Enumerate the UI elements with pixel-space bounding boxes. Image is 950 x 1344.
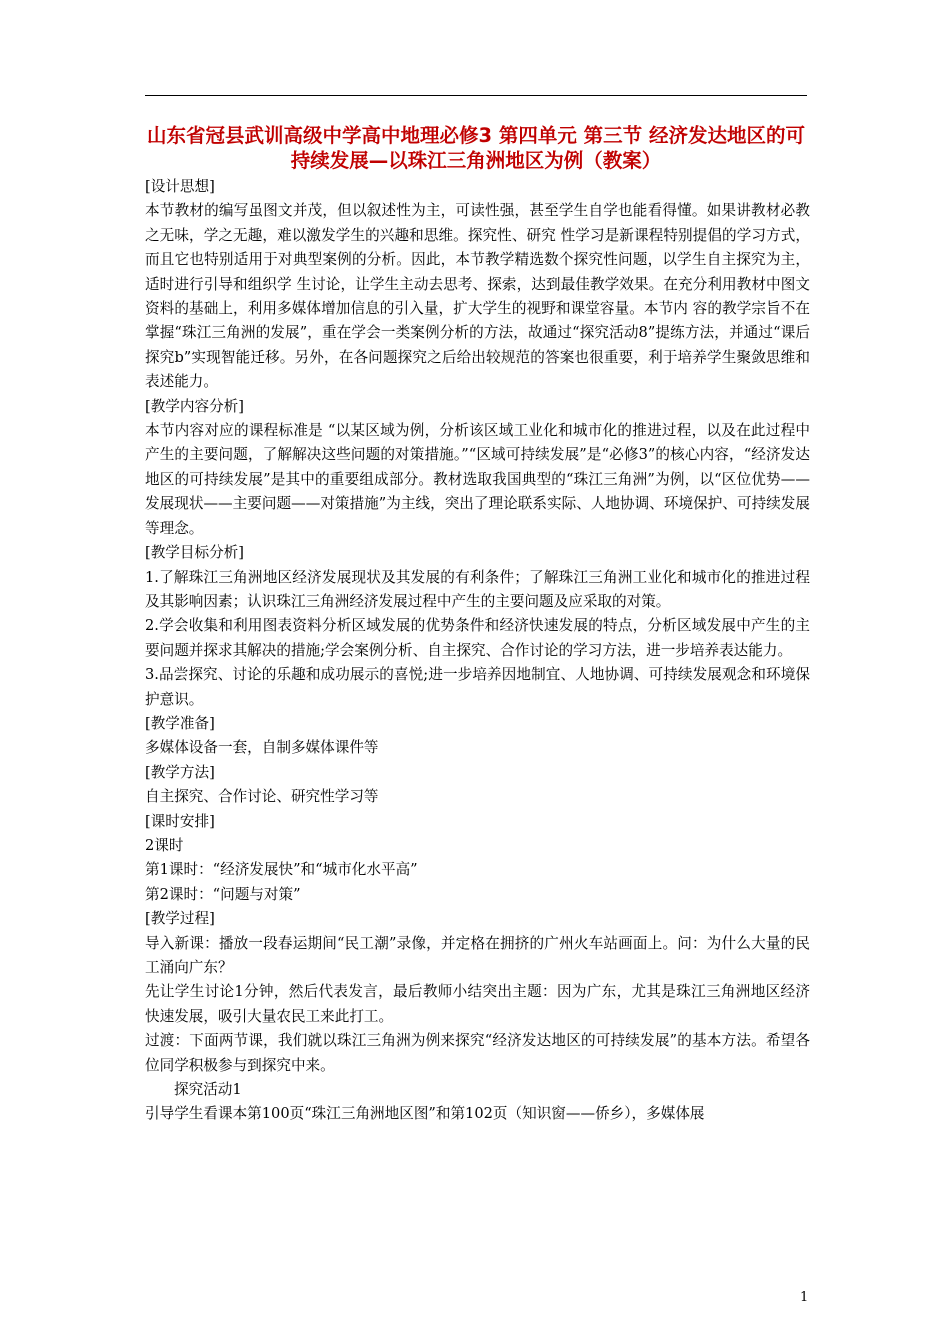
section-heading-process: [教学过程] bbox=[145, 910, 215, 928]
paragraph-preparation: 多媒体设备一套，自制多媒体课件等 bbox=[145, 739, 379, 757]
paragraph-discussion: 先让学生讨论1分钟，然后代表发言，最后教师小结突出主题：因为广东，尤其是珠江三角洲地区经济快速发展，吸引大量农民工来此打工。 bbox=[145, 983, 810, 1025]
section-heading-preparation: [教学准备] bbox=[145, 714, 215, 732]
schedule-lesson-2: 第2课时：“问题与对策” bbox=[145, 885, 301, 903]
schedule-lesson-1: 第1课时：“经济发展快”和“城市化水平高” bbox=[145, 861, 418, 879]
section-heading-design: [设计思想] bbox=[145, 178, 215, 195]
section-heading-method: [教学方法] bbox=[145, 763, 215, 781]
goal-item-2: 2.学会收集和利用图表资料分析区域发展的优势条件和经济快速发展的特点，分析区域发展中产生的主要问题并探求其解决的措施;学会案例分析、自主探究、合作讨论的学习方法，进一步培养表达能力。 bbox=[145, 617, 810, 659]
section-heading-goals: [教学目标分析] bbox=[145, 544, 244, 562]
section-heading-schedule: [课时安排] bbox=[145, 812, 215, 830]
header-rule bbox=[145, 95, 807, 96]
paragraph-method: 自主探究、合作讨论、研究性学习等 bbox=[145, 788, 379, 806]
paragraph-content: 本节内容对应的课程标准是 “以某区域为例，分析该区域工业化和城市化的推进过程，以及在此过程中产生的主要问题，了解解决这些问题的对策措施。”“区域可持续发展”是“必修3”的核心内容，“经济发达地区的可持续发展”是其中的重要组成部分。教材选取我国典型的“珠江三角洲”为例，以“区位优势——发展现状——主要问题——对策措施”为主线，突出了理论联系实际、人地协调、环境保护、可持续发展等理念。 bbox=[145, 422, 810, 537]
section-heading-content: [教学内容分析] bbox=[145, 397, 244, 415]
schedule-total: 2课时 bbox=[145, 836, 184, 854]
goal-item-1: 1.了解珠江三角洲地区经济发展现状及其发展的有利条件；了解珠江三角洲工业化和城市化的推进过程及其影响因素；认识珠江三角洲经济发展过程中产生的主要问题及应采取的对策。 bbox=[145, 568, 810, 610]
paragraph-transition: 过渡：下面两节课，我们就以珠江三角洲为例来探究“经济发达地区的可持续发展”的基本方法。希望各位同学积极参与到探究中来。 bbox=[145, 1032, 810, 1074]
page-number: 1 bbox=[800, 1290, 809, 1305]
document-body bbox=[145, 175, 810, 1127]
activity-heading-1: 探究活动1 bbox=[174, 1081, 242, 1099]
goal-item-3: 3.品尝探究、讨论的乐趣和成功展示的喜悦;进一步培养因地制宜、人地协调、可持续发展观念和环境保护意识。 bbox=[145, 666, 810, 708]
paragraph-intro: 导入新课：播放一段春运期间“民工潮”录像，并定格在拥挤的广州火车站画面上。问：为什么大量的民工涌向广东？ bbox=[145, 934, 810, 976]
document-title: 山东省冠县武训高级中学高中地理必修3 第四单元 第三节 经济发达地区的可持续发展—以珠江三角洲地区为例（教案） bbox=[147, 124, 805, 172]
paragraph-design: 本节教材的编写虽图文并茂，但以叙述性为主，可读性强，甚至学生自学也能看得懂。如果讲教材必教之无味，学之无趣，难以激发学生的兴趣和思维。探究性、研究 性学习是新课程特别提倡的学习方式，而且它也特别适用于对典型案例的分析。因此，本节教学精选数个探究性问题，以学生自主探究为主，适时进行引导和组织学 生讨论，让学生主动去思考、探索，达到最佳教学效果。在充分利用教材中图文资料的基础上，利用多媒体增加信息的引入量，扩大学生的视野和课堂容量。本节内 容的教学宗旨不在掌握“珠江三角洲的发展”，重在学会一类案例分析的方法，故通过“探究活动8”提练方法，并通过“课后探究b”实现智能迁移。另外，在各问题探究之后给出较规范的答案也很重要，利于培养学生聚敛思维和表述能力。 bbox=[145, 202, 810, 391]
paragraph-activity-1: 引导学生看课本第100页“珠江三角洲地区图”和第102页（知识窗——侨乡），多媒体展 bbox=[145, 1105, 705, 1123]
